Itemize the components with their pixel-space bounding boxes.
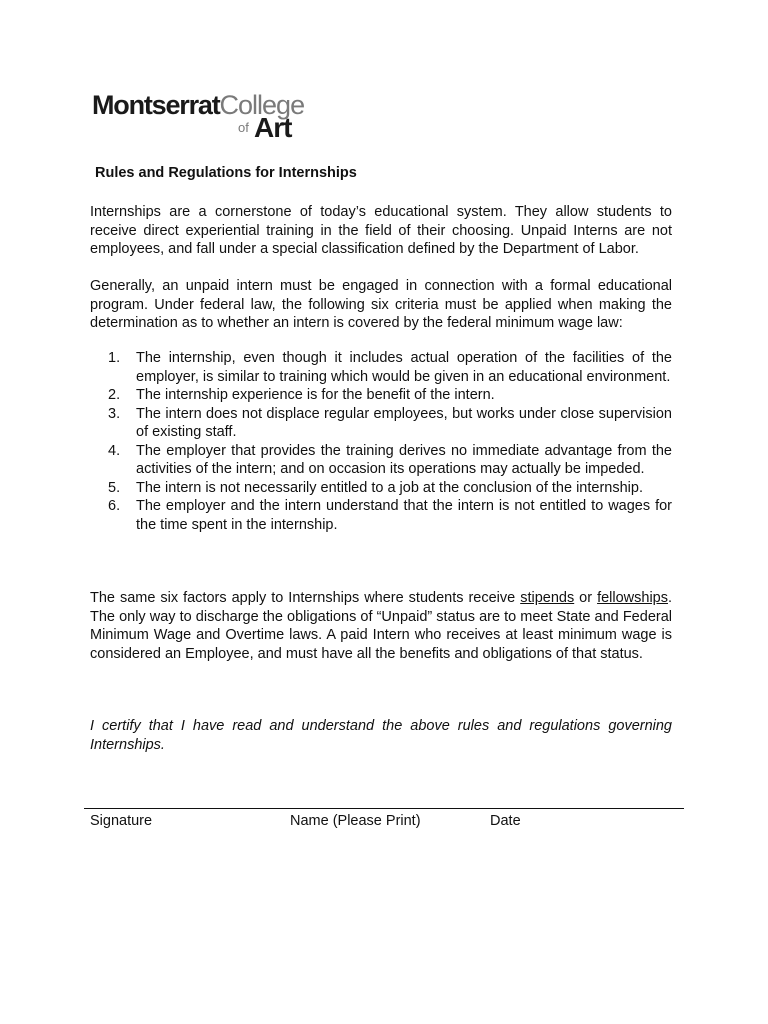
list-item [108, 405, 672, 442]
list-item [108, 349, 672, 386]
list-item-text: The intern is not necessarily entitled to a job at the conclusion of the internship. [136, 479, 643, 496]
list-item [108, 479, 672, 498]
list-item-text: The intern does not displace regular employees, but works under close supervision of existing staff. [136, 405, 672, 440]
list-item-number: 4. [108, 442, 121, 459]
stipends-term: stipends [520, 590, 575, 606]
signature-label: Signature [90, 813, 153, 829]
stipends-paragraph-rest: . The only way to discharge the obligations of “Unpaid” status are to meet State and Federal Minimum Wage and Overtime laws. A paid Intern who receives at least minimum wage is considered an Employee, and must have all the benefits and obligations of that status. [90, 590, 673, 662]
page-title: Rules and Regulations for Internships [95, 165, 357, 181]
logo-college: College [219, 90, 305, 120]
list-item-text: The employer and the intern understand that the intern is not entitled to wages for the time spent in the internship. [136, 498, 672, 533]
list-item-number: 1. [108, 350, 121, 366]
college-logo [92, 92, 312, 144]
print-name-label: Name (Please Print) [290, 813, 421, 829]
list-item-text: The internship experience is for the benefit of the intern. [136, 387, 495, 403]
logo-montserrat: Montserrat [92, 90, 220, 120]
criteria-list [108, 349, 672, 534]
date-label: Date [490, 813, 521, 829]
list-item [108, 442, 672, 479]
stipends-paragraph [90, 589, 672, 663]
list-item-number: 6. [108, 498, 121, 514]
list-item-number: 2. [108, 387, 121, 403]
list-item-number: 5. [108, 479, 121, 496]
stipends-paragraph-or: or [574, 590, 598, 606]
list-item-text: The internship, even though it includes actual operation of the facilities of the employer, is similar to training which would be given in an educational environment. [136, 350, 672, 385]
intro-paragraph: Internships are a cornerstone of today’s educational system. They allow students to receive direct experiential training in the field of their choosing. Unpaid Interns are not employees, and fall under a special classification defined by the Department of Labor. [90, 204, 672, 257]
criteria-intro-paragraph: Generally, an unpaid intern must be engaged in connection with a formal educational program. Under federal law, the following six criteria must be applied when making the determination as to whether an intern is covered by the federal minimum wage law: [90, 278, 672, 331]
list-item-text: The employer that provides the training derives no immediate advantage from the activities of the intern; and on occasion its operations may actually be impeded. [136, 442, 672, 477]
stipends-paragraph-start: The same six factors apply to Internships where students receive [90, 590, 521, 606]
list-item [108, 497, 672, 534]
signature-line [84, 808, 684, 809]
certification-statement: I certify that I have read and understand the above rules and regulations governing Internships. [90, 718, 672, 753]
list-item [108, 386, 672, 405]
fellowships-term: fellowships [597, 590, 668, 606]
logo-of: of [238, 120, 249, 135]
logo-art: Art [254, 112, 292, 143]
list-item-number: 3. [108, 405, 121, 422]
